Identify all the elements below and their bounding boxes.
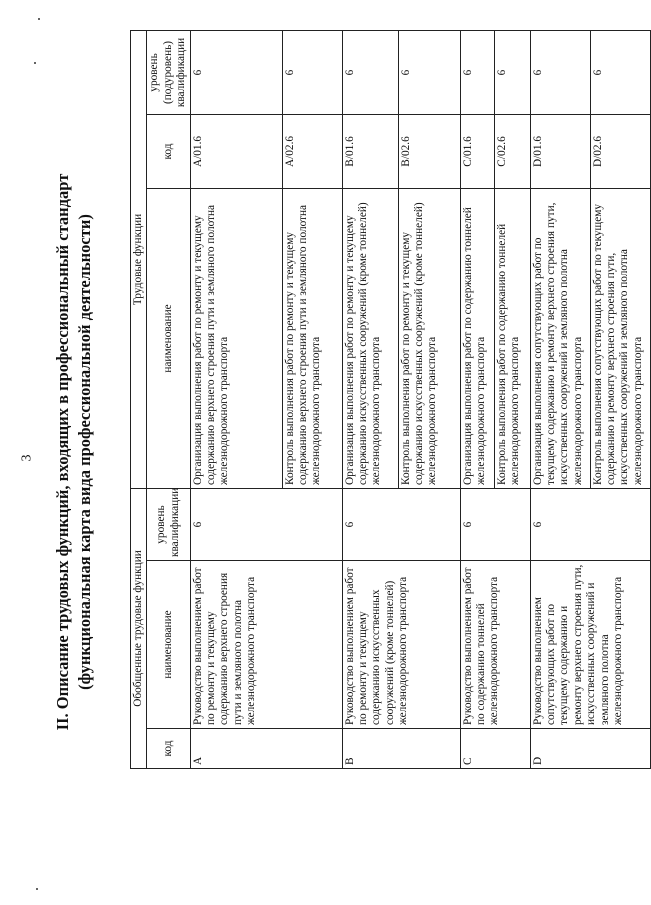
header-sublevel: уровень (подуровень) квалификации	[147, 30, 190, 114]
header-name: наименование	[147, 561, 190, 729]
header-tf-code: код	[147, 114, 190, 188]
function-name-cell: Контроль выполнения работ по ремонту и текущему содержанию искусственных сооружений (кроме тоннелей) железнодорожного транспорта	[398, 188, 460, 488]
function-name-cell: Организация выполнения работ по содержанию тоннелей железнодорожного транспорта	[460, 188, 494, 488]
function-code-cell: A/01.6	[190, 114, 282, 188]
group-level-cell: 6	[342, 488, 460, 560]
header-generalized: Обобщенные трудовые функции	[131, 488, 147, 768]
group-name-cell: Руководство выполнением сопутствующих работ по текущему содержанию и ремонту верхнего строения пути, искусственных сооружений и земляного полотна железнодорожного транспорта	[530, 561, 650, 729]
table-row-b1	[342, 30, 398, 768]
header-code: код	[147, 729, 190, 769]
function-level-cell: 6	[460, 30, 494, 114]
group-code-cell: D	[530, 729, 650, 769]
function-level-cell: 6	[590, 30, 650, 114]
scan-speck	[38, 18, 40, 20]
group-code-cell: A	[190, 729, 342, 769]
function-name-cell: Контроль выполнения сопутствующих работ по текущему содержанию и ремонту верхнего строения пути, искусственных сооружений и земляного полотна железнодорожного транспорта	[590, 188, 650, 488]
header-functions: Трудовые функции	[131, 30, 147, 488]
function-code-cell: C/01.6	[460, 114, 494, 188]
function-name-cell: Организация выполнения работ по ремонту и текущему содержанию искусственных сооружений (кроме тоннелей) железнодорожного транспорта	[342, 188, 398, 488]
table-row-c1	[460, 30, 494, 768]
function-code-cell: B/02.6	[398, 114, 460, 188]
header-level: уровень квалификации	[147, 488, 190, 560]
group-code-cell: B	[342, 729, 460, 769]
function-code-cell: C/02.6	[494, 114, 530, 188]
function-level-cell: 6	[342, 30, 398, 114]
functional-map	[130, 31, 650, 769]
header-tf-name: наименование	[147, 188, 190, 488]
function-code-cell: A/02.6	[282, 114, 342, 188]
function-code-cell: D/01.6	[530, 114, 590, 188]
scan-speck	[36, 888, 38, 890]
function-level-cell: 6	[190, 30, 282, 114]
table-row-d1	[530, 30, 590, 768]
function-name-cell: Контроль выполнения работ по ремонту и текущему содержанию верхнего строения пути и земляного полотна железнодорожного транспорта	[282, 188, 342, 488]
function-level-cell: 6	[282, 30, 342, 114]
page-number: 3	[19, 454, 35, 462]
function-level-cell: 6	[530, 30, 590, 114]
function-level-cell: 6	[494, 30, 530, 114]
function-name-cell: Организация выполнения сопутствующих работ по текущему содержанию и ремонту верхнего строения пути, искусственных сооружений и земляного полотна железнодорожного транспорта	[530, 188, 590, 488]
table-row-a1	[190, 30, 282, 768]
scan-speck	[34, 62, 36, 64]
header-row-columns	[147, 30, 190, 768]
section-subtitle: (функциональная карта вида профессиональной деятельности)	[75, 214, 94, 690]
function-name-cell: Организация выполнения работ по ремонту и текущему содержанию верхнего строения пути и земляного полотна железнодорожного транспорта	[190, 188, 282, 488]
function-code-cell: B/01.6	[342, 114, 398, 188]
group-level-cell: 6	[530, 488, 650, 560]
group-level-cell: 6	[190, 488, 342, 560]
section-heading	[52, 2, 112, 902]
function-code-cell: D/02.6	[590, 114, 650, 188]
group-name-cell: Руководство выполнением работ по ремонту и текущему содержанию искусственных сооружений (кроме тоннелей) железнодорожного транспорта	[342, 561, 460, 729]
functional-map-table	[130, 30, 651, 769]
function-level-cell: 6	[398, 30, 460, 114]
section-title: II. Описание трудовых функций, входящих в профессиональный стандарт	[53, 173, 72, 731]
group-level-cell: 6	[460, 488, 530, 560]
header-row-groups	[131, 30, 147, 768]
group-name-cell: Руководство выполнением работ по ремонту и текущему содержанию верхнего строения пути и земляного полотна железнодорожного транспорта	[190, 561, 342, 729]
group-code-cell: C	[460, 729, 530, 769]
function-name-cell: Контроль выполнения работ по содержанию тоннелей железнодорожного транспорта	[494, 188, 530, 488]
group-name-cell: Руководство выполнением работ по содержанию тоннелей железнодорожного транспорта	[460, 561, 530, 729]
